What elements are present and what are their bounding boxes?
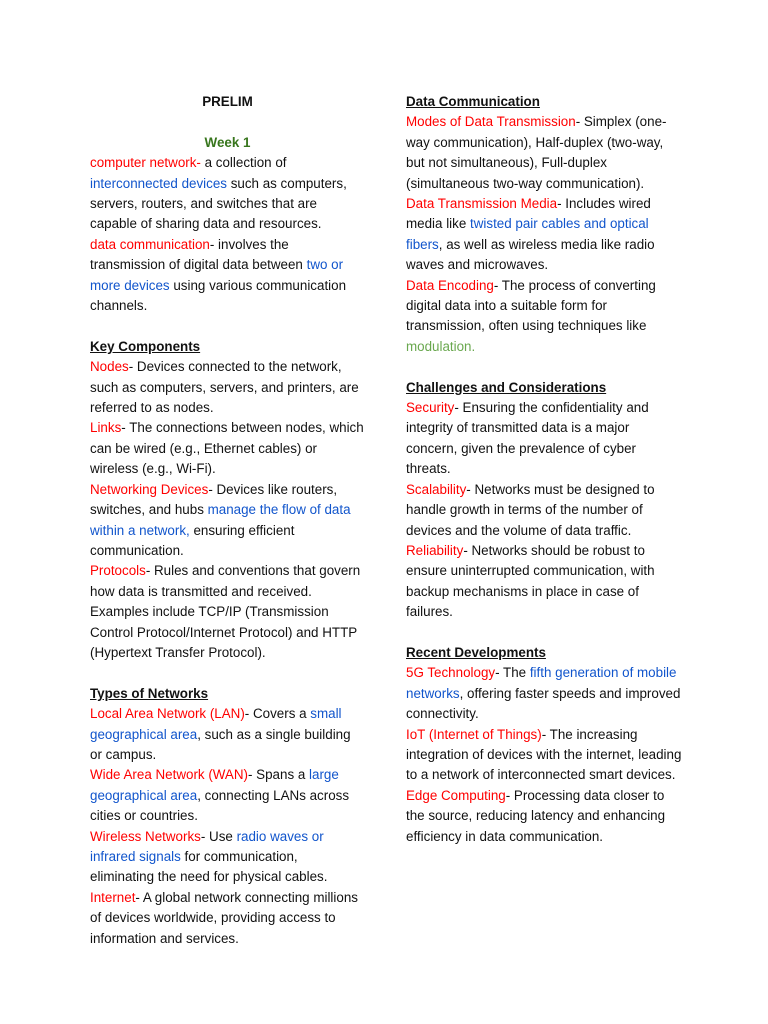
body-text: - Spans a xyxy=(248,767,310,783)
entry-edge-computing xyxy=(406,786,682,847)
entry-data-encoding xyxy=(406,276,682,358)
term-label: 5G Technology xyxy=(406,665,496,681)
left-body xyxy=(90,153,365,949)
entry-data-transmission-media xyxy=(406,194,682,276)
entry-computer-network xyxy=(90,153,365,235)
entry-iot-internet-of-things xyxy=(406,725,682,786)
term-label: Protocols xyxy=(90,563,146,579)
highlighted-text: manage the flow of data within a network, xyxy=(90,502,351,538)
highlighted-text: interconnected devices xyxy=(90,175,227,191)
page-title: PRELIM xyxy=(202,94,253,109)
body-text: - involves the transmission of digital data between xyxy=(90,236,307,273)
highlighted-text: two or more devices xyxy=(90,257,344,293)
entry-protocols xyxy=(90,561,365,663)
body-text: - A global network connecting millions of devices worldwide, providing access to information and services. xyxy=(90,889,358,946)
term-label: IoT (Internet of Things) xyxy=(406,726,542,742)
body-text: , such as a single building or campus. xyxy=(90,726,351,762)
entry-nodes xyxy=(90,357,365,418)
body-text: , connecting LANs across cities or countries. xyxy=(90,787,350,824)
body-text: - The increasing integration of devices with the internet, leading to a network of interconnected smart devices. xyxy=(406,726,682,783)
left-column xyxy=(90,92,365,949)
body-text: - Devices connected to the network, such as computers, servers, and printers, are referred to as nodes. xyxy=(90,359,359,416)
highlighted-text: large geographical area xyxy=(90,767,339,803)
highlighted-text: radio waves or infrared signals xyxy=(90,828,324,864)
entry-networking-devices xyxy=(90,480,365,562)
right-body xyxy=(406,92,682,847)
body-text: - Ensuring the confidentiality and integrity of transmitted data is a major concern, given the prevalence of cyber threats. xyxy=(406,400,649,477)
body-text: , offering faster speeds and improved connectivity. xyxy=(406,685,681,722)
term-label: Local Area Network (LAN) xyxy=(90,706,245,722)
week-label: Week 1 xyxy=(204,134,251,150)
highlighted-text: fifth generation of mobile networks xyxy=(406,665,677,701)
body-text: using various communication channels. xyxy=(90,277,347,314)
term-label: Reliability xyxy=(406,542,464,558)
section-heading-key-components: Key Components xyxy=(90,338,201,354)
term-label: Nodes xyxy=(90,359,129,375)
body-text: such as computers, servers, routers, and switches that are capable of sharing data and resources. xyxy=(90,175,347,232)
body-text: - Devices like routers, switches, and hubs xyxy=(90,481,338,518)
term-label: Data Encoding xyxy=(406,277,494,293)
body-text: - Covers a xyxy=(244,706,311,722)
term-label: Networking Devices xyxy=(90,481,209,497)
body-text: - Use xyxy=(200,828,237,844)
term-label: computer network- xyxy=(90,155,201,171)
term-label: Wide Area Network (WAN) xyxy=(90,767,248,783)
body-text: a collection of xyxy=(200,155,287,171)
body-text: - The xyxy=(495,665,530,681)
section-heading-types-of-networks: Types of Networks xyxy=(90,685,209,701)
term-label: Wireless Networks xyxy=(90,828,201,844)
term-label: Scalability xyxy=(406,481,467,497)
term-label: Security xyxy=(406,400,455,416)
body-text: - The connections between nodes, which can be wired (e.g., Ethernet cables) or wireless (e.g., Wi-Fi). xyxy=(90,420,364,477)
entry-internet xyxy=(90,888,365,949)
term-label: Modes of Data Transmission xyxy=(406,114,576,130)
body-text: - Simplex (one-way communication), Half-duplex (two-way, but not simultaneous), Full-duplex (simultaneous two-way communication). xyxy=(406,114,667,191)
body-text: for communication, eliminating the need for physical cables. xyxy=(90,848,328,885)
highlighted-text: small geographical area xyxy=(90,706,342,742)
entry-scalability xyxy=(406,480,682,541)
entry-links xyxy=(90,418,365,479)
entry-security xyxy=(406,398,682,480)
body-text: ensuring efficient communication. xyxy=(90,522,295,558)
entry-wireless-networks xyxy=(90,827,365,888)
body-text: - Processing data closer to the source, reducing latency and enhancing efficiency in data communication. xyxy=(406,787,666,844)
term-label: Links xyxy=(90,420,122,436)
section-heading-recent-developments: Recent Developments xyxy=(406,644,546,660)
right-column xyxy=(406,92,682,847)
body-text: - Networks must be designed to handle growth in terms of the number of devices and the volume of data traffic. xyxy=(406,481,655,538)
section-heading-challenges-and-considerations: Challenges and Considerations xyxy=(406,379,607,395)
term-label: Edge Computing xyxy=(406,787,506,803)
term-label: Internet xyxy=(90,889,136,905)
body-text: - Includes wired media like xyxy=(406,196,651,232)
highlighted-text: twisted pair cables and optical fibers xyxy=(406,216,649,252)
term-label: data communication xyxy=(90,236,210,252)
entry-wide-area-network-wan xyxy=(90,765,365,826)
section-heading-data-communication: Data Communication xyxy=(406,94,540,109)
body-text: - Networks should be robust to ensure uninterrupted communication, with backup mechanisms in place in case of failures. xyxy=(406,542,655,620)
entry-reliability xyxy=(406,541,682,623)
term-label: Data Transmission Media xyxy=(406,196,558,212)
entry-5g-technology xyxy=(406,663,682,724)
entry-local-area-network-lan xyxy=(90,704,365,765)
entry-modes-of-data-transmission xyxy=(406,112,682,194)
highlighted-text: modulation. xyxy=(406,338,476,354)
body-text: , as well as wireless media like radio waves and microwaves. xyxy=(406,236,655,273)
body-text: - Rules and conventions that govern how data is transmitted and received. Examples include TCP/IP (Transmission Control Protocol/Internet Protocol) and HTTP (Hypertext Transfer Protocol). xyxy=(90,563,361,660)
body-text: - The process of converting digital data into a suitable form for transmission, often using techniques like xyxy=(406,277,656,334)
entry-data-communication xyxy=(90,235,365,317)
